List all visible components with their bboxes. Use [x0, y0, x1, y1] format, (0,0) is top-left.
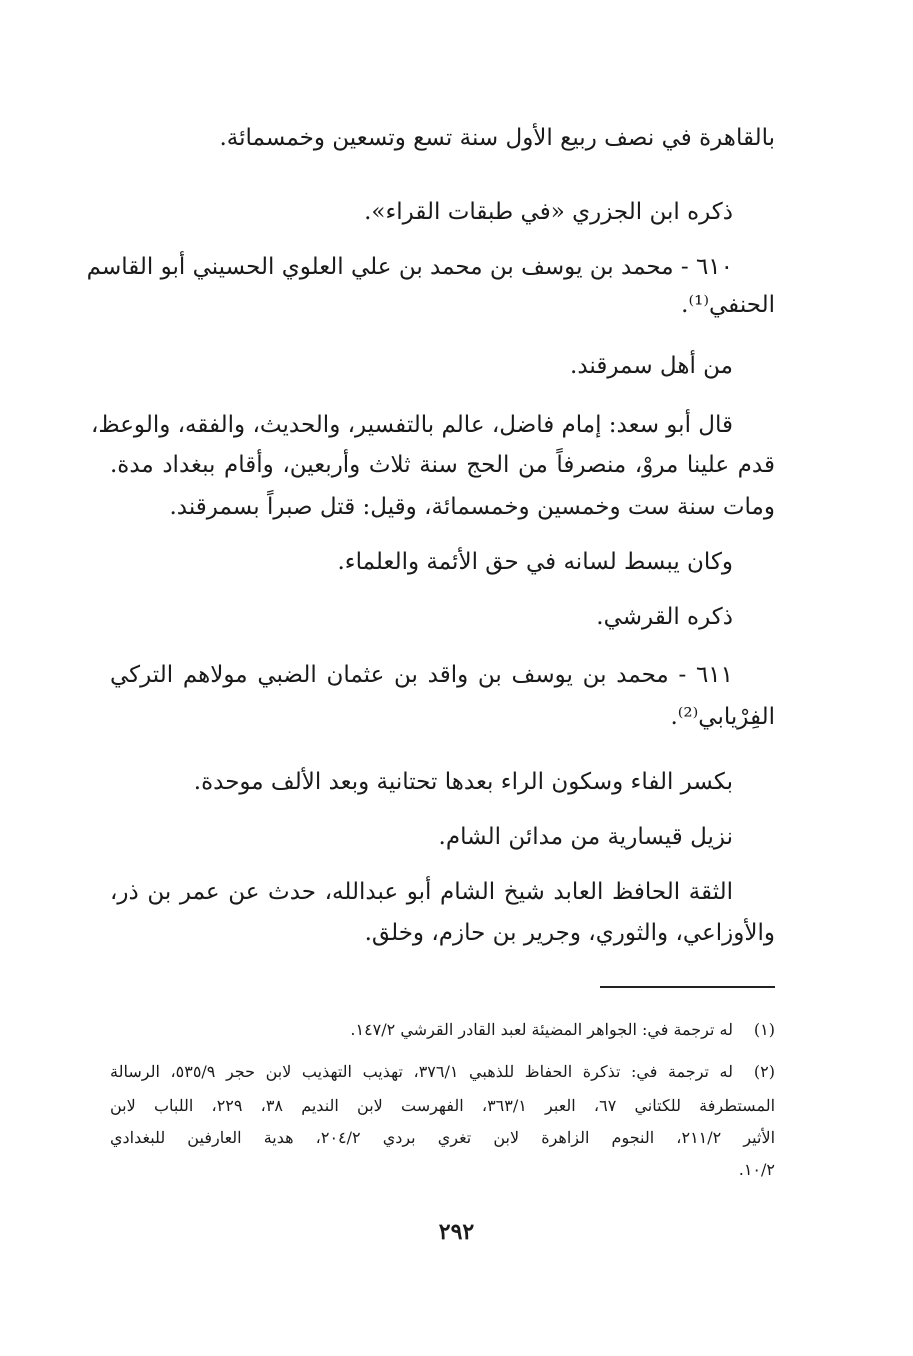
body-line-remark: وكان يبسط لسانه في حق الأئمة والعلماء.	[337, 549, 733, 575]
footnote-divider	[600, 986, 775, 988]
footnote-2-line-1: له ترجمة في: تذكرة الحفاظ للذهبي ٣٧٦/١، تهذيب التهذيب لابن حجر ٥٣٥/٩، الرسالة	[110, 1062, 733, 1081]
footnote-2-line-3: الأثير ٢١١/٢، النجوم الزاهرة لابن تغري بردي ٢٠٤/٢، هدية العارفين للبغدادي	[110, 1128, 776, 1147]
body-line-residence: نزيل قيسارية من مدائن الشام.	[438, 824, 733, 850]
body-line-biography-1: الثقة الحافظ العابد شيخ الشام أبو عبدالله، حدث عن عمر بن ذر،	[110, 879, 733, 905]
body-line-1: بالقاهرة في نصف ربيع الأول سنة تسع وتسعين وخمسمائة.	[219, 125, 775, 151]
footnote-2-line-2: المستطرفة للكتاني ٦٧، العبر ٣٦٣/١، الفهرست لابن النديم ٣٨، ٢٢٩، اللباب لابن	[110, 1096, 776, 1115]
body-line-quote-1: قال أبو سعد: إمام فاضل، عالم بالتفسير، والحديث، والفقه، والوعظ،	[90, 412, 733, 438]
body-line-2: ذكره ابن الجزري «في طبقات القراء».	[364, 199, 733, 225]
body-line-biography-2: والأوزاعي، والثوري، وجرير بن حازم، وخلق.	[364, 920, 775, 946]
body-line-origin: من أهل سمرقند.	[570, 353, 733, 379]
body-line-quote-2: قدم علينا مروْ، منصرفاً من الحج سنة ثلاث وأربعين، وأقام ببغداد مدة.	[110, 452, 775, 478]
footnote-2-marker: (٢)	[753, 1062, 775, 1081]
body-line-pronunciation: بكسر الفاء وسكون الراء بعدها تحتانية وبعد الألف موحدة.	[193, 769, 733, 795]
footnote-1-text: له ترجمة في: الجواهر المضيئة لعبد القادر القرشي ١٤٧/٢.	[350, 1020, 733, 1039]
body-line-source: ذكره القرشي.	[596, 604, 733, 630]
footnote-2-line-4: ١٠/٢.	[738, 1160, 775, 1179]
entry-611-heading: ٦١١ - محمد بن يوسف بن واقد بن عثمان الضبي مولاهم التركي	[110, 662, 733, 688]
page-number: ٢٩٢	[438, 1219, 475, 1245]
entry-610-heading-continued: الحنفي⁽¹⁾.	[681, 292, 775, 318]
entry-610-heading: ٦١٠ - محمد بن يوسف بن محمد بن علي العلوي الحسيني أبو القاسم	[86, 254, 733, 280]
footnote-1-marker: (١)	[753, 1020, 775, 1039]
entry-611-heading-continued: الفِرْيابي⁽²⁾.	[670, 704, 775, 730]
body-line-quote-3: ومات سنة ست وخمسين وخمسمائة، وقيل: قتل صبراً بسمرقند.	[169, 494, 775, 520]
